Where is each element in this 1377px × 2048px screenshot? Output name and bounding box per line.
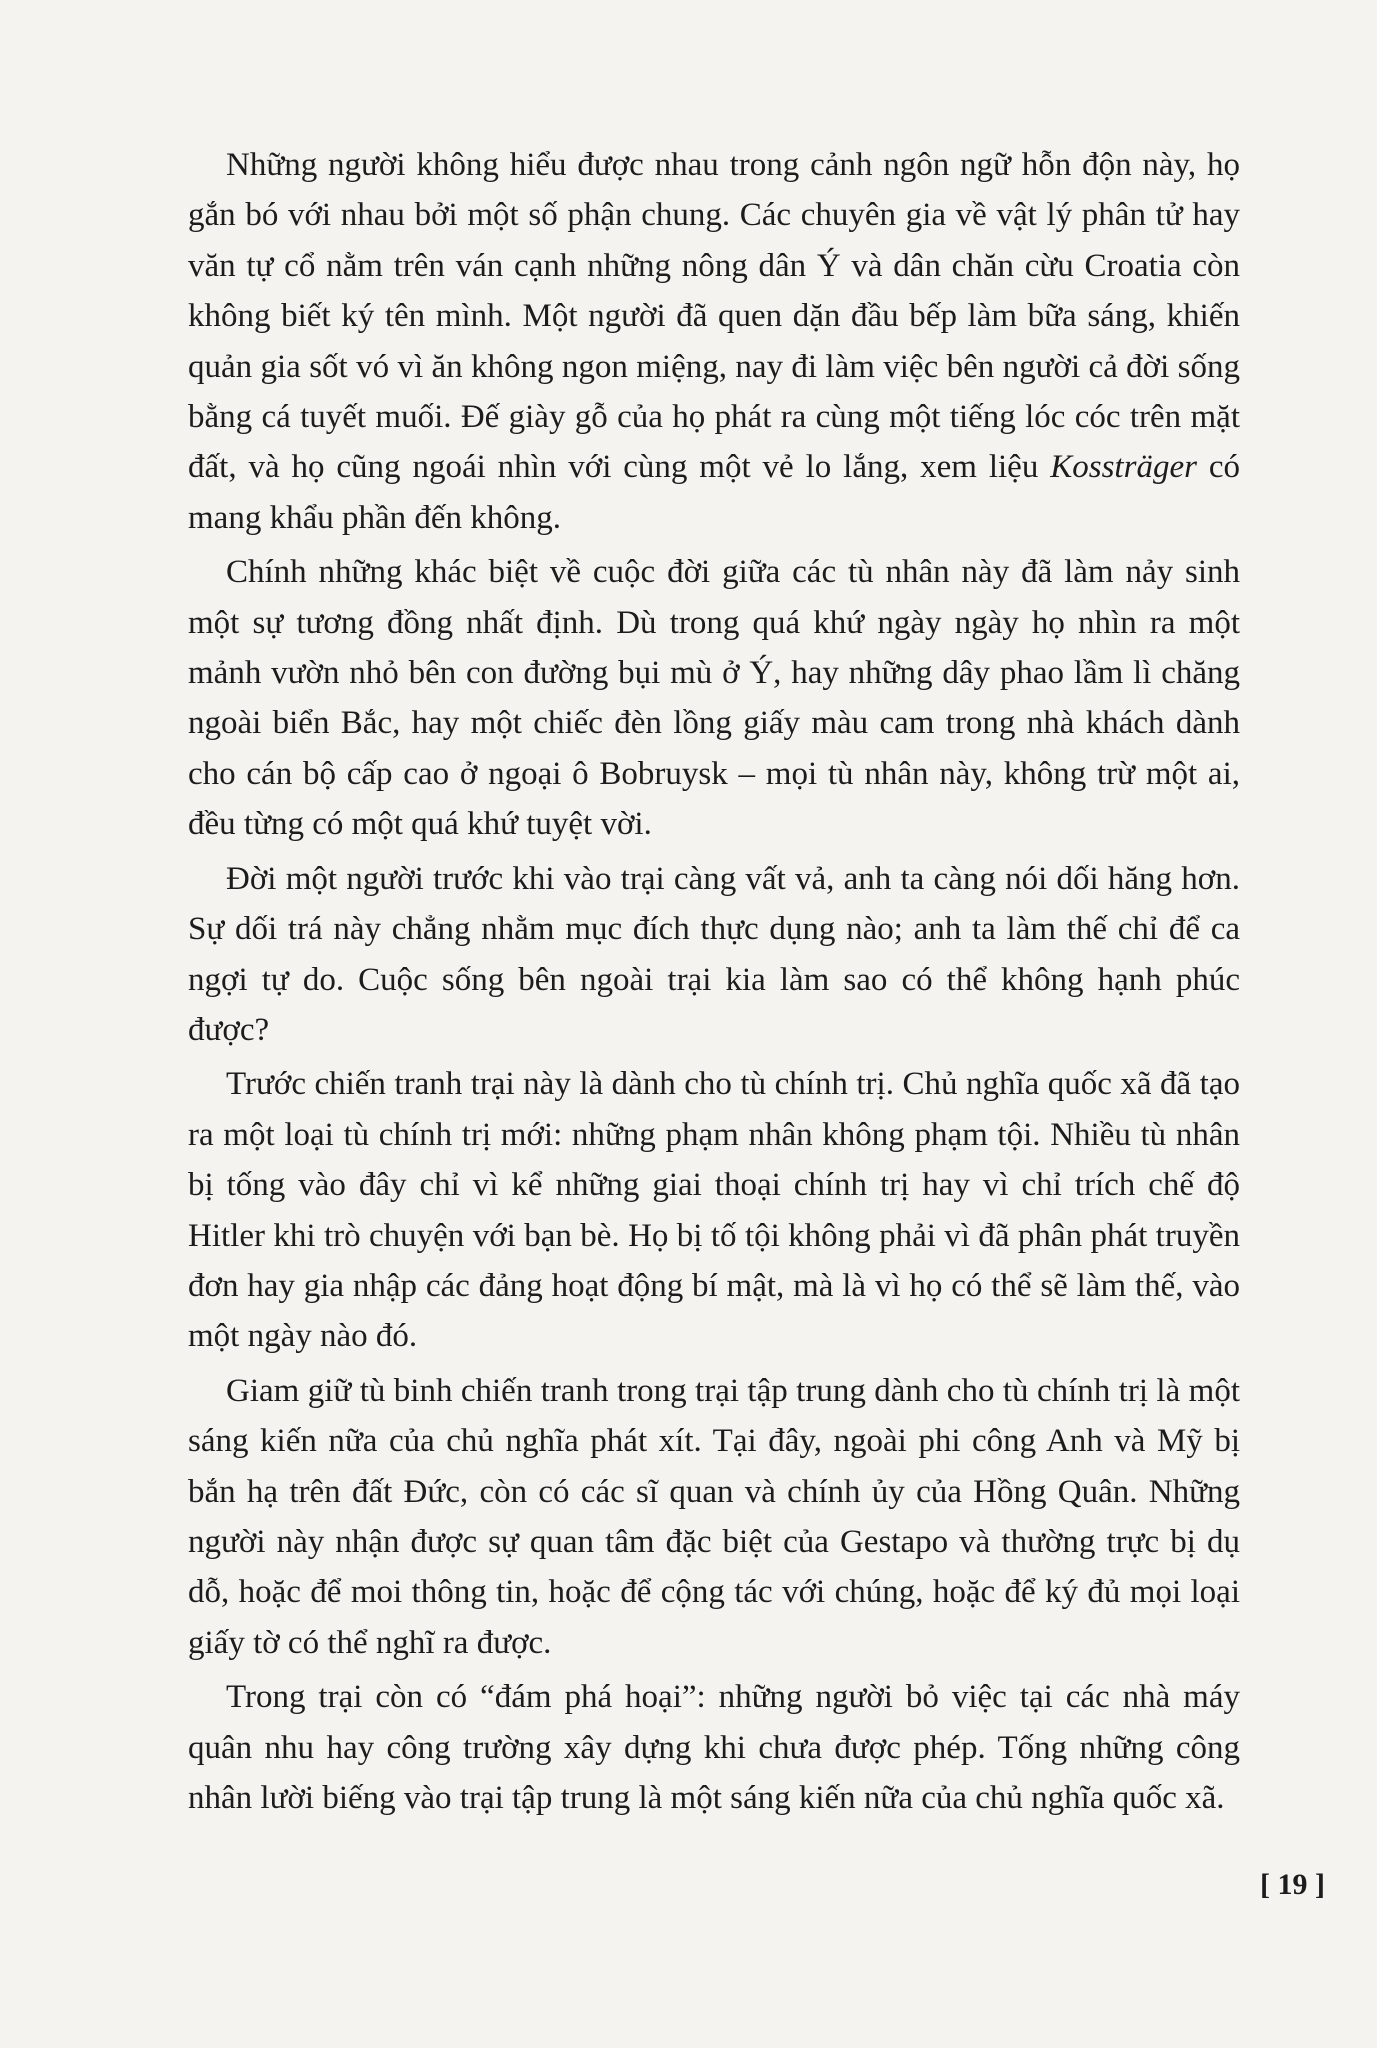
paragraph-2: Chính những khác biệt về cuộc đời giữa các tù nhân này đã làm nảy sinh một sự tương đồng nhất định. Dù trong quá khứ ngày ngày họ nhìn ra một mảnh vườn nhỏ bên con đường bụi mù ở Ý, hay những dây phao lầm lì chăng ngoài biển Bắc, hay một chiếc đèn lồng giấy màu cam trong nhà khách dành cho cán bộ cấp cao ở ngoại ô Bobruysk – mọi tù nhân này, không trừ một ai, đều từng có một quá khứ tuyệt vời. (188, 554, 1240, 843)
page-number: [ 19 ] (1260, 1868, 1325, 1901)
paragraph-6: Trong trại còn có “đám phá hoại”: những người bỏ việc tại các nhà máy quân nhu hay công trường xây dựng khi chưa được phép. Tống những công nhân lười biếng vào trại tập trung là một sáng kiến nữa của chủ nghĩa quốc xã. (188, 1679, 1240, 1816)
body-text (188, 140, 1240, 1823)
paragraph-1-text-before: Những người không hiểu được nhau trong cảnh ngôn ngữ hỗn độn này, họ gắn bó với nhau bởi một số phận chung. Các chuyên gia về vật lý phân tử hay văn tự cổ nằm trên ván cạnh những nông dân Ý và dân chăn cừu Croatia còn không biết ký tên mình. Một người đã quen dặn đầu bếp làm bữa sáng, khiến quản gia sốt vó vì ăn không ngon miệng, nay đi làm việc bên người cả đời sống bằng cá tuyết muối. Đế giày gỗ của họ phát ra cùng một tiếng lóc cóc trên mặt đất, và họ cũng ngoái nhìn với cùng một vẻ lo lắng, xem liệu (188, 147, 1240, 486)
paragraph-3: Đời một người trước khi vào trại càng vất vả, anh ta càng nói dối hăng hơn. Sự dối trá này chẳng nhằm mục đích thực dụng nào; anh ta làm thế chỉ để ca ngợi tự do. Cuộc sống bên ngoài trại kia làm sao có thể không hạnh phúc được? (188, 860, 1240, 1048)
paragraph-1 (188, 140, 1240, 543)
paragraph-4: Trước chiến tranh trại này là dành cho tù chính trị. Chủ nghĩa quốc xã đã tạo ra một loại tù chính trị mới: những phạm nhân không phạm tội. Nhiều tù nhân bị tống vào đây chỉ vì kể những giai thoại chính trị hay vì chỉ trích chế độ Hitler khi trò chuyện với bạn bè. Họ bị tố tội không phải vì đã phân phát truyền đơn hay gia nhập các đảng hoạt động bí mật, mà là vì họ có thể sẽ làm thế, vào một ngày nào đó. (188, 1066, 1240, 1355)
paragraph-5: Giam giữ tù binh chiến tranh trong trại tập trung dành cho tù chính trị là một sáng kiến nữa của chủ nghĩa phát xít. Tại đây, ngoài phi công Anh và Mỹ bị bắn hạ trên đất Đức, còn có các sĩ quan và chính ủy của Hồng Quân. Những người này nhận được sự quan tâm đặc biệt của Gestapo và thường trực bị dụ dỗ, hoặc để moi thông tin, hoặc để cộng tác với chúng, hoặc để ký đủ mọi loại giấy tờ có thể nghĩ ra được. (188, 1372, 1240, 1661)
paragraph-1-italic-term: Kossträger (1050, 449, 1197, 486)
paragraph-1-text-after: có mang khẩu phần đến không. (188, 449, 1240, 536)
